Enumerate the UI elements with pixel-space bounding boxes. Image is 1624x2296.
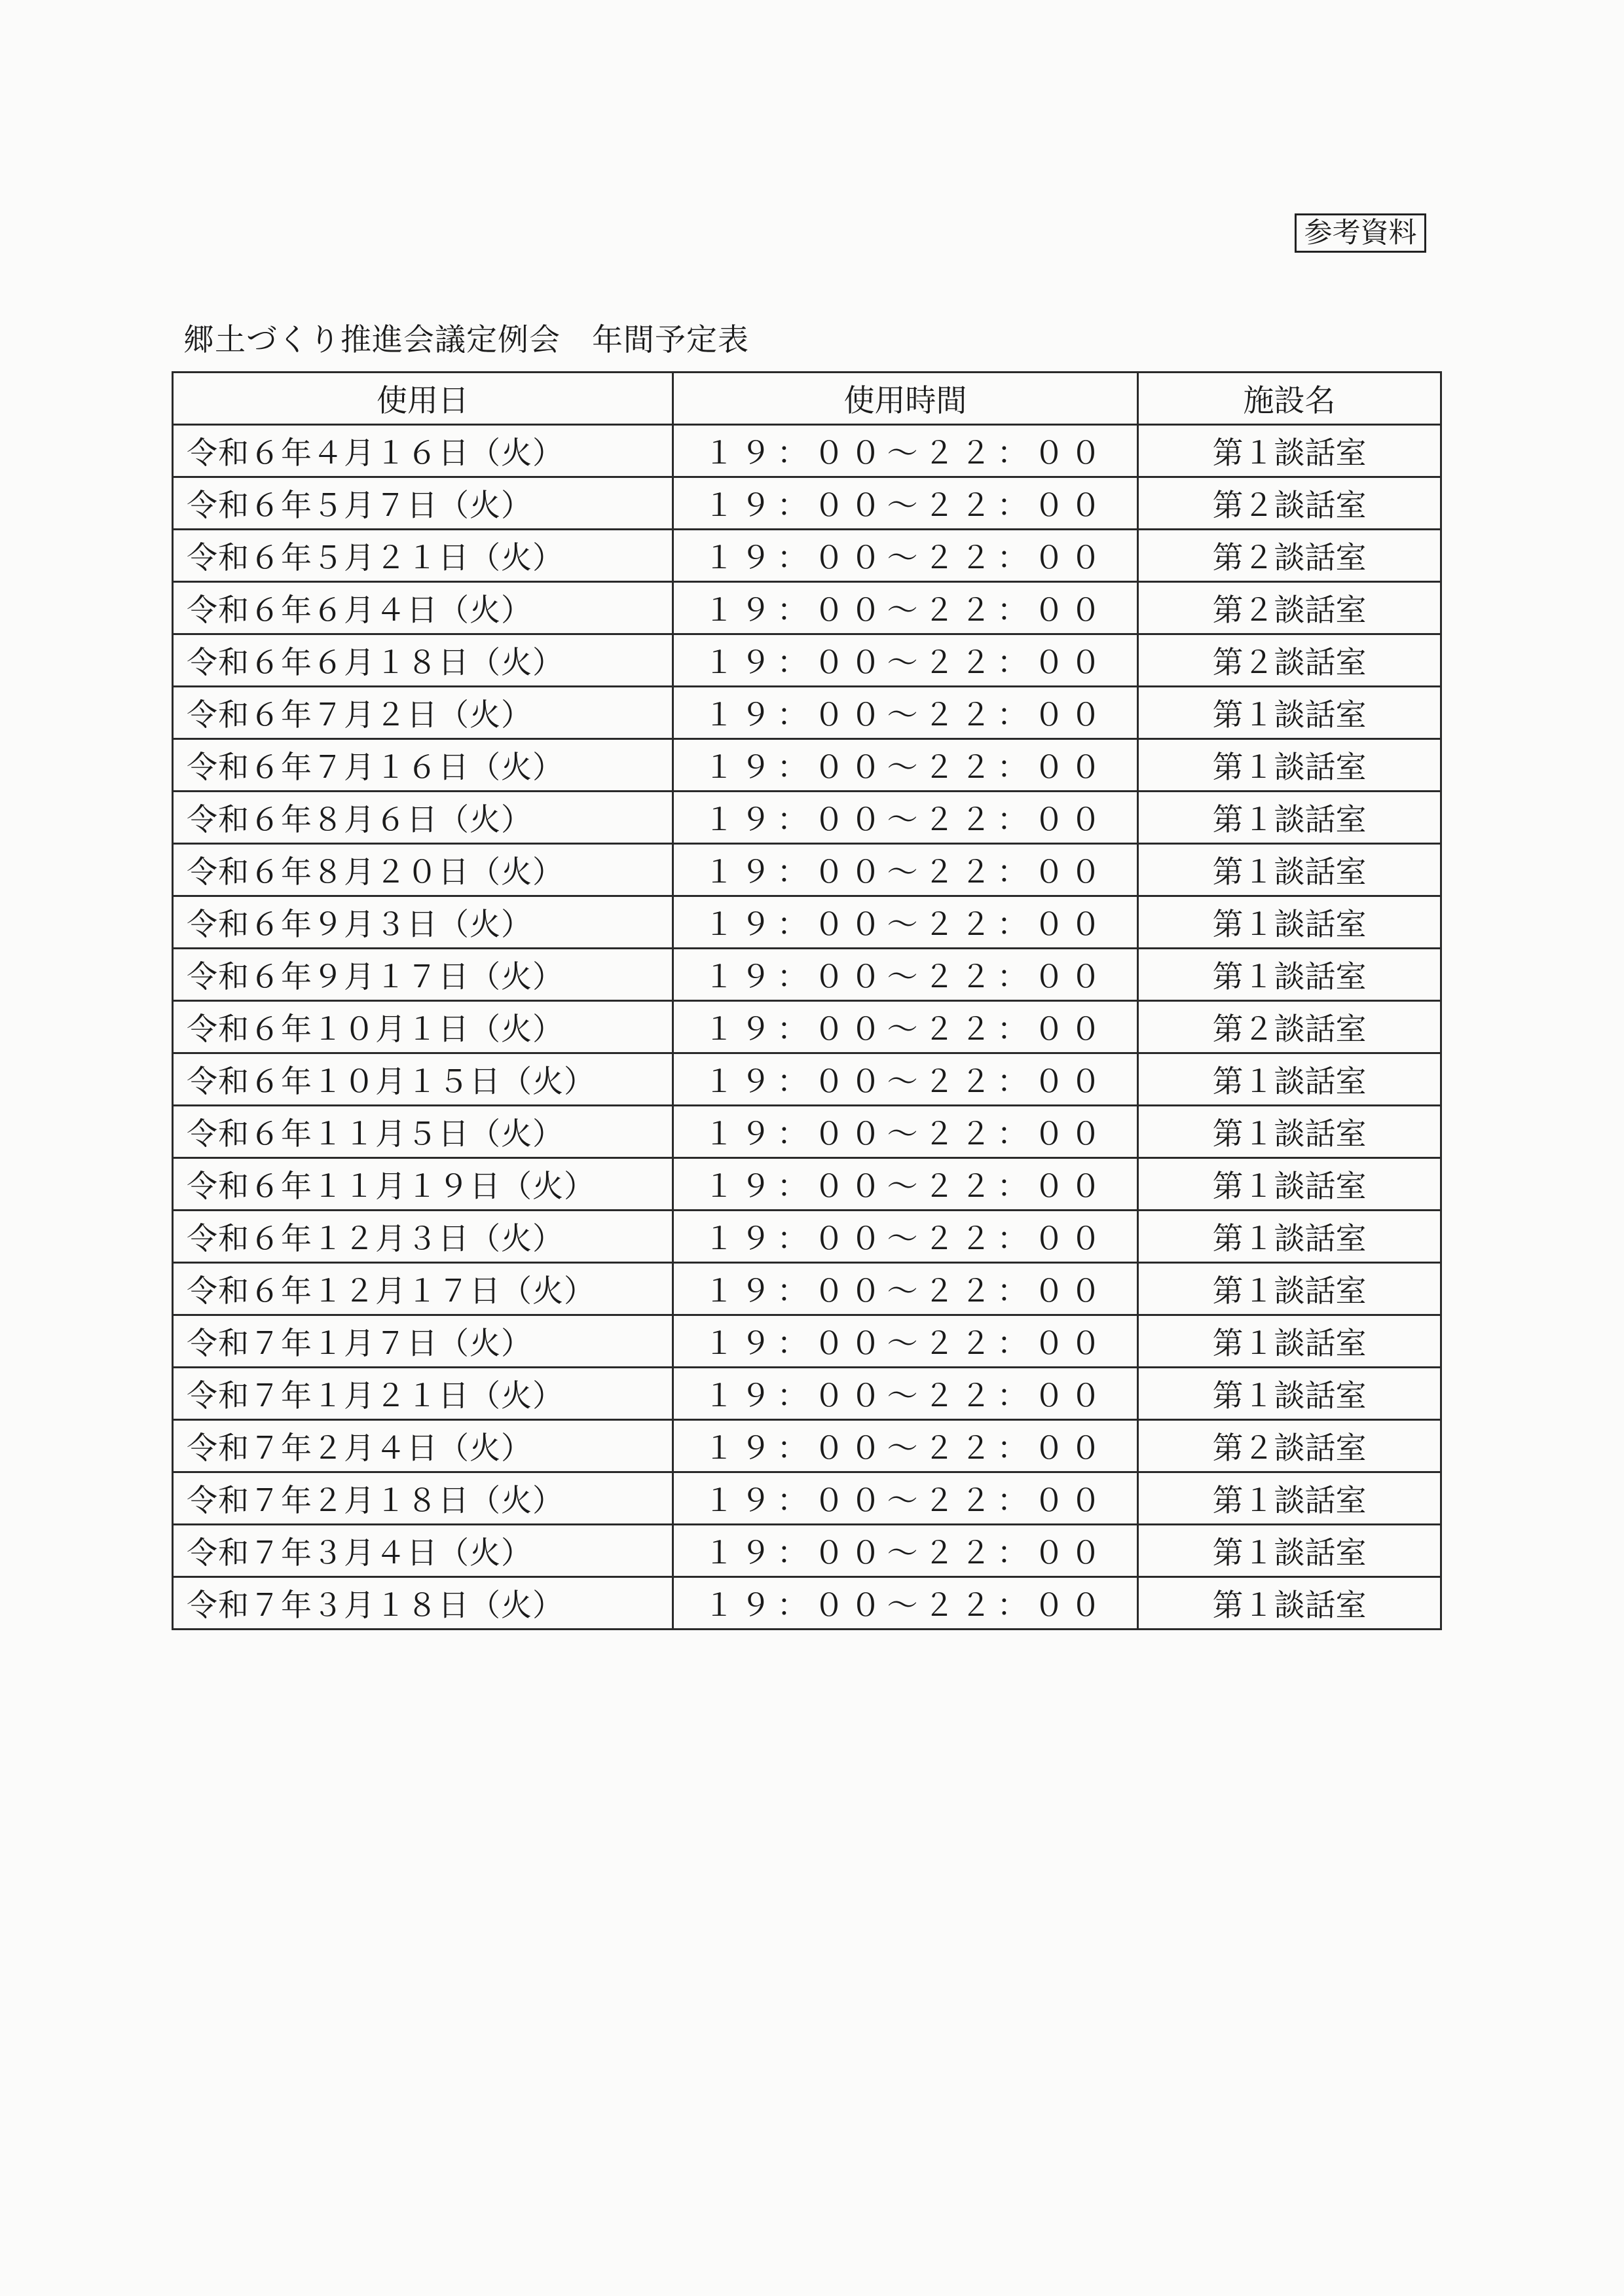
table-row [173,896,1441,949]
column-header-facility: 施設名 [1138,373,1441,425]
table-row [173,477,1441,530]
time-cell: １９：００～２２：００ [673,1263,1138,1315]
schedule-table [172,371,1442,1630]
time-cell: １９：００～２２：００ [673,1001,1138,1053]
time-cell: １９：００～２２：００ [673,896,1138,949]
table-row [173,1106,1441,1158]
date-cell: 令和６年８月６日（火） [173,792,673,844]
time-cell: １９：００～２２：００ [673,1106,1138,1158]
time-cell: １９：００～２２：００ [673,949,1138,1001]
time-cell: １９：００～２２：００ [673,792,1138,844]
time-cell: １９：００～２２：００ [673,1472,1138,1525]
table-row [173,1263,1441,1315]
date-cell: 令和６年７月１６日（火） [173,739,673,792]
facility-cell: 第１談話室 [1138,844,1441,896]
facility-cell: 第１談話室 [1138,1472,1441,1525]
facility-cell: 第２談話室 [1138,1001,1441,1053]
date-cell: 令和６年１１月１９日（火） [173,1158,673,1211]
time-cell: １９：００～２２：００ [673,530,1138,582]
table-row [173,1525,1441,1577]
time-cell: １９：００～２２：００ [673,1315,1138,1368]
time-cell: １９：００～２２：００ [673,1211,1138,1263]
time-cell: １９：００～２２：００ [673,1368,1138,1420]
facility-cell: 第１談話室 [1138,792,1441,844]
table-row [173,1053,1441,1106]
facility-cell: 第１談話室 [1138,1368,1441,1420]
date-cell: 令和６年９月３日（火） [173,896,673,949]
time-cell: １９：００～２２：００ [673,1525,1138,1577]
column-header-date: 使用日 [173,373,673,425]
table-row [173,1001,1441,1053]
facility-cell: 第１談話室 [1138,949,1441,1001]
table-row [173,739,1441,792]
table-row [173,634,1441,687]
table-row [173,844,1441,896]
table-row [173,1211,1441,1263]
date-cell: 令和６年７月２日（火） [173,687,673,739]
table-row [173,1368,1441,1420]
date-cell: 令和６年１０月１日（火） [173,1001,673,1053]
table-row [173,792,1441,844]
reference-material-label: 参考資料 [1295,213,1426,253]
date-cell: 令和６年１２月１７日（火） [173,1263,673,1315]
date-cell: 令和６年６月１８日（火） [173,634,673,687]
facility-cell: 第１談話室 [1138,1525,1441,1577]
table-body [173,425,1441,1630]
table-row [173,1158,1441,1211]
date-cell: 令和６年４月１６日（火） [173,425,673,477]
facility-cell: 第１談話室 [1138,1211,1441,1263]
date-cell: 令和６年１０月１５日（火） [173,1053,673,1106]
facility-cell: 第２談話室 [1138,582,1441,634]
time-cell: １９：００～２２：００ [673,844,1138,896]
table-header-row [173,373,1441,425]
date-cell: 令和６年９月１７日（火） [173,949,673,1001]
time-cell: １９：００～２２：００ [673,425,1138,477]
facility-cell: 第１談話室 [1138,1158,1441,1211]
table-row [173,582,1441,634]
time-cell: １９：００～２２：００ [673,1158,1138,1211]
date-cell: 令和６年１１月５日（火） [173,1106,673,1158]
date-cell: 令和７年２月１８日（火） [173,1472,673,1525]
date-cell: 令和７年１月７日（火） [173,1315,673,1368]
time-cell: １９：００～２２：００ [673,634,1138,687]
facility-cell: 第１談話室 [1138,1263,1441,1315]
date-cell: 令和７年３月１８日（火） [173,1577,673,1630]
time-cell: １９：００～２２：００ [673,1577,1138,1630]
facility-cell: 第１談話室 [1138,896,1441,949]
facility-cell: 第１談話室 [1138,1106,1441,1158]
date-cell: 令和７年３月４日（火） [173,1525,673,1577]
facility-cell: 第１談話室 [1138,425,1441,477]
date-cell: 令和６年８月２０日（火） [173,844,673,896]
table-row [173,687,1441,739]
facility-cell: 第１談話室 [1138,1053,1441,1106]
table-row [173,1315,1441,1368]
date-cell: 令和６年１２月３日（火） [173,1211,673,1263]
facility-cell: 第１談話室 [1138,687,1441,739]
table-row [173,425,1441,477]
table-row [173,1472,1441,1525]
date-cell: 令和６年６月４日（火） [173,582,673,634]
facility-cell: 第１談話室 [1138,1577,1441,1630]
facility-cell: 第２談話室 [1138,1420,1441,1472]
time-cell: １９：００～２２：００ [673,739,1138,792]
date-cell: 令和７年１月２１日（火） [173,1368,673,1420]
facility-cell: 第２談話室 [1138,634,1441,687]
table-row [173,1577,1441,1630]
time-cell: １９：００～２２：００ [673,477,1138,530]
facility-cell: 第２談話室 [1138,477,1441,530]
page-title: 郷土づくり推進会議定例会 年間予定表 [183,322,749,358]
date-cell: 令和７年２月４日（火） [173,1420,673,1472]
facility-cell: 第１談話室 [1138,1315,1441,1368]
facility-cell: 第１談話室 [1138,739,1441,792]
column-header-time: 使用時間 [673,373,1138,425]
time-cell: １９：００～２２：００ [673,687,1138,739]
table-row [173,1420,1441,1472]
date-cell: 令和６年５月７日（火） [173,477,673,530]
date-cell: 令和６年５月２１日（火） [173,530,673,582]
time-cell: １９：００～２２：００ [673,1053,1138,1106]
facility-cell: 第２談話室 [1138,530,1441,582]
table-row [173,949,1441,1001]
table-row [173,530,1441,582]
time-cell: １９：００～２２：００ [673,582,1138,634]
time-cell: １９：００～２２：００ [673,1420,1138,1472]
